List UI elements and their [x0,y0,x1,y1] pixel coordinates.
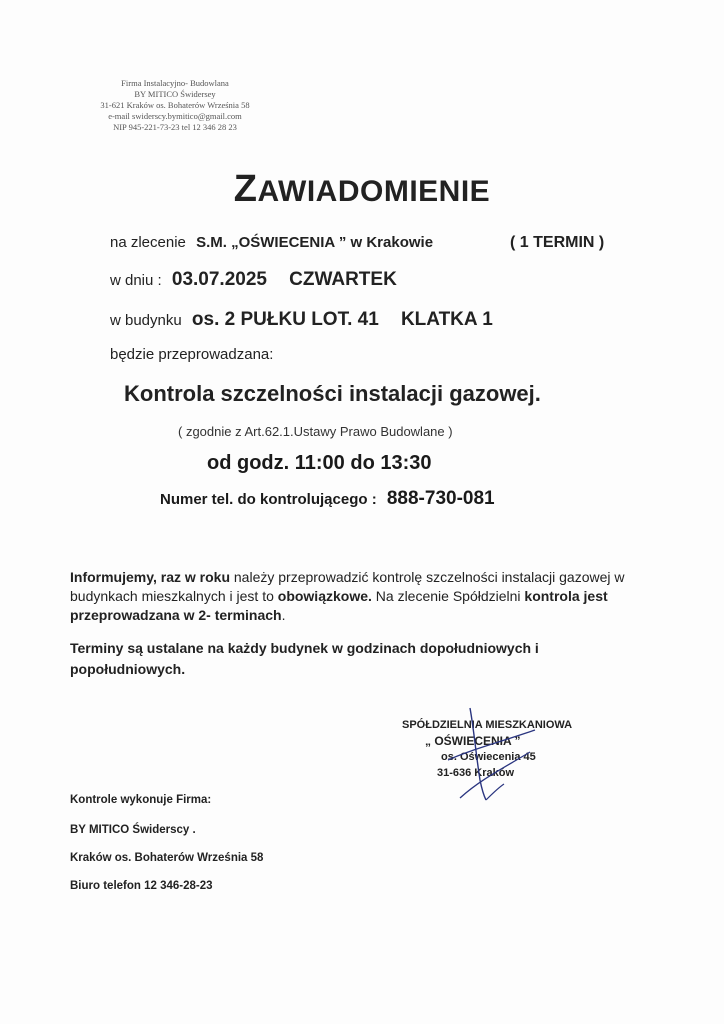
letterhead-company-name: BY MITICO Świdersey [134,89,216,99]
info-text-2: Na zlecenie Spółdzielni [371,588,525,604]
inspector-phone [160,488,495,510]
title-initial: Z [233,168,258,210]
building-address: os. 2 PUŁKU LOT. 41 [191,309,379,330]
client-name: S.M. „OŚWIECENIA ” w Krakowie [196,234,434,251]
inspection-hours: od godz. 11:00 do 13:30 [207,452,432,474]
date-label: w dniu : [110,272,162,289]
info-bold-3: kontrola jest przeprowadzana w 2- terminach [70,588,608,623]
order-line [110,234,605,251]
date-value: 03.07.2025 [171,269,267,290]
date-line [110,269,397,291]
info-bold-1: Informujemy, raz w roku [70,569,230,585]
legal-basis: ( zgodnie z Art.62.1.Ustawy Prawo Budowlane ) [178,424,453,439]
letterhead-email: e-mail swiderscy.bymitico@gmail.com [108,111,242,121]
title-rest: AWIADOMIENIE [257,175,491,208]
stamp-subname: „ OŚWIECENIA ” [425,734,521,748]
term-number: ( 1 TERMIN ) [510,234,605,251]
phone-number: 888-730-081 [386,488,495,509]
letterhead-address: 31-621 Kraków os. Bohaterów Września 58 [100,100,250,110]
footer-company: BY MITICO Świderscy . [70,824,196,836]
info-paragraph [70,568,650,625]
stamp-name: SPÓŁDZIELNIA MIESZKANIOWA [402,719,573,731]
letterhead [60,78,290,133]
order-label: na zlecenie [110,234,186,251]
footer-address: Kraków os. Bohaterów Września 58 [70,852,264,864]
staircase: KLATKA 1 [400,309,493,330]
signature-icon [440,700,550,810]
letterhead-nip-phone: NIP 945-221-73-23 tel 12 346 28 23 [113,122,237,132]
weekday: CZWARTEK [289,269,397,290]
stamp-address: os. Oświecenia 45 [441,751,536,763]
info-text-1: należy przeprowadzić kontrolę szczelności instalacji gazowej w budynkach mieszkalnych i jest to [70,569,625,604]
letterhead-company-type: Firma Instalacyjno- Budowlana [121,78,229,88]
stamp-city: 31-636 Kraków [437,767,515,779]
footer-heading: Kontrole wykonuje Firma: [70,794,212,806]
phone-label: Numer tel. do kontrolującego : [160,491,377,508]
document-title [0,168,724,211]
info-bold-2: obowiązkowe. [277,588,372,604]
building-line [110,309,493,331]
intro-text: będzie przeprowadzana: [110,346,274,363]
inspection-headline: Kontrola szczelności instalacji gazowej. [124,381,541,406]
building-label: w budynku [110,312,182,329]
info-text-3: . [281,607,286,623]
footer-phone: Biuro telefon 12 346-28-23 [70,880,213,892]
schedule-paragraph: Terminy są ustalane na każdy budynek w godzinach dopołudniowych i popołudniowych. [70,640,539,677]
